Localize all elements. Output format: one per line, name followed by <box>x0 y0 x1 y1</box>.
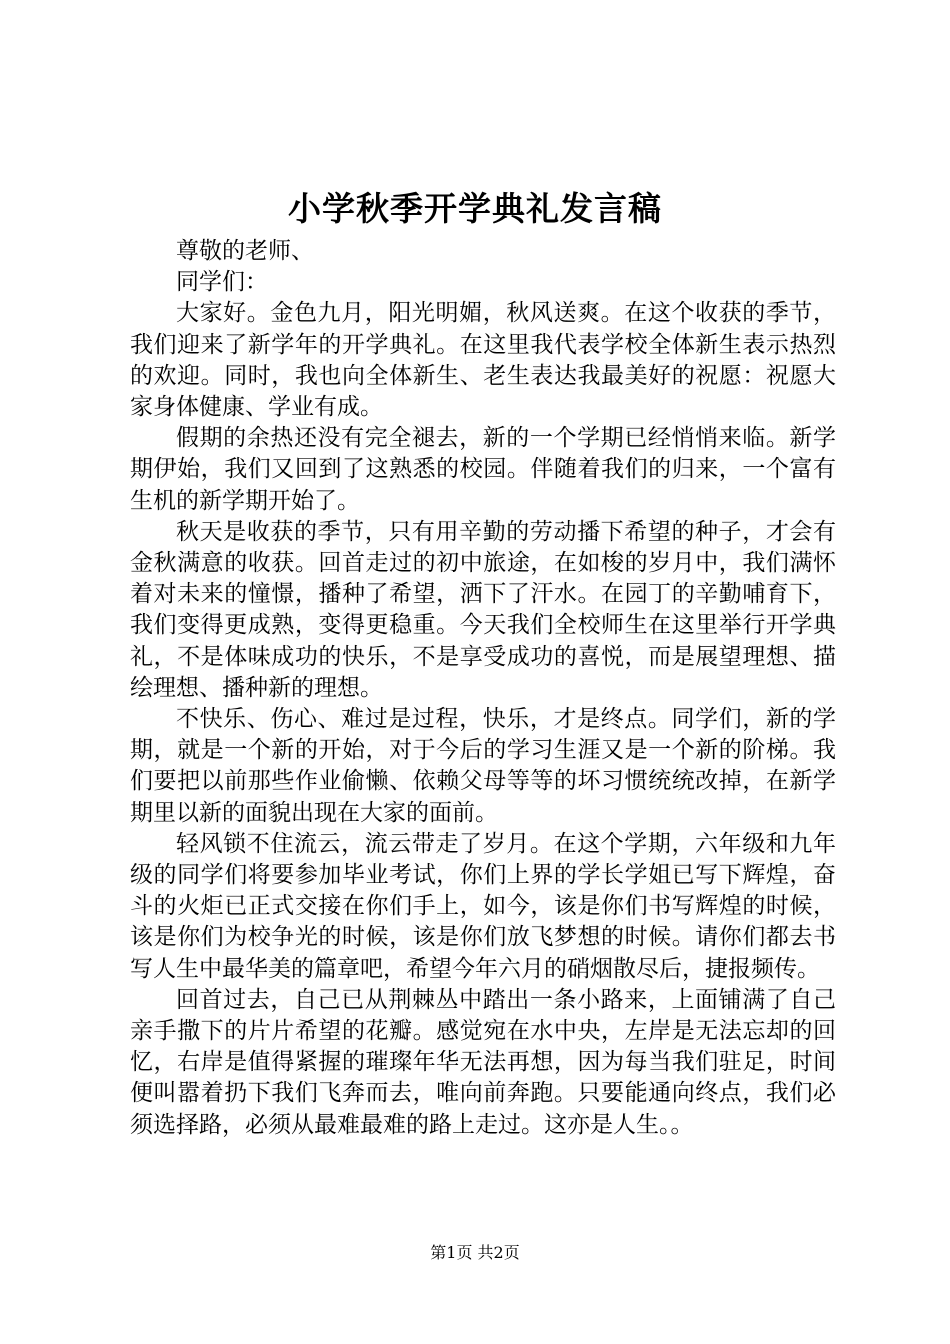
paragraph-looking-back: 回首过去，自己已从荆棘丛中踏出一条小路来，上面铺满了自己亲手撒下的片片希望的花瓣。感觉宛在水中央，左岸是无法忘却的回忆，右岸是值得紧握的璀璨年华无法再想，因为每当我们驻足，时间便叫嚣着扔下我们飞奔而去，唯向前奔跑。只要能通向终点，我们必须选择路，必须从最难最难的路上走过。这亦是人生。。 <box>130 986 836 1138</box>
document-title: 小学秋季开学典礼发言稿 <box>288 189 662 228</box>
salutation-line-1: 尊敬的老师、 <box>176 238 314 264</box>
document-body <box>130 236 836 1141</box>
salutation-line-2: 同学们： <box>176 269 268 296</box>
paragraph-autumn-harvest: 秋天是收获的季节，只有用辛勤的劳动播下希望的种子，才会有金秋满意的收获。回首走过的初中旅途，在如梭的岁月中，我们满怀着对未来的憧憬，播种了希望，洒下了汗水。在园丁的辛勤哺育下，我们变得更成熟，变得更稳重。今天我们全校师生在这里举行开学典礼，不是体味成功的快乐，不是享受成功的喜悦，而是展望理想、描绘理想、播种新的理想。 <box>130 518 836 701</box>
paragraph-new-beginning: 不快乐、伤心、难过是过程，快乐，才是终点。同学们，新的学期，就是一个新的开始，对于今后的学习生涯又是一个新的阶梯。我们要把以前那些作业偷懒、依赖父母等等的坏习惯统统改掉，在新学期里以新的面貌出现在大家的面前。 <box>130 706 836 826</box>
paragraph-new-term: 假期的余热还没有完全褪去，新的一个学期已经悄悄来临。新学期伊始，我们又回到了这熟悉的校园。伴随着我们的归来，一个富有生机的新学期开始了。 <box>130 425 836 514</box>
paragraph-graduating-students: 轻风锁不住流云，流云带走了岁月。在这个学期，六年级和九年级的同学们将要参加毕业考试，你们上界的学长学姐已写下辉煌，奋斗的火炬已正式交接在你们手上，如今，该是你们书写辉煌的时候，该是你们为校争光的时候，该是你们放飞梦想的时候。请你们都去书写人生中最华美的篇章吧，希望今年六月的硝烟散尽后，捷报频传。 <box>130 830 836 982</box>
paragraph-greeting: 大家好。金色九月，阳光明媚，秋风送爽。在这个收获的季节，我们迎来了新学年的开学典礼。在这里我代表学校全体新生表示热烈的欢迎。同时，我也向全体新生、老生表达我最美好的祝愿：祝愿大家身体健康、学业有成。 <box>130 300 836 421</box>
page-number-footer: 第1页 共2页 <box>430 1243 520 1262</box>
